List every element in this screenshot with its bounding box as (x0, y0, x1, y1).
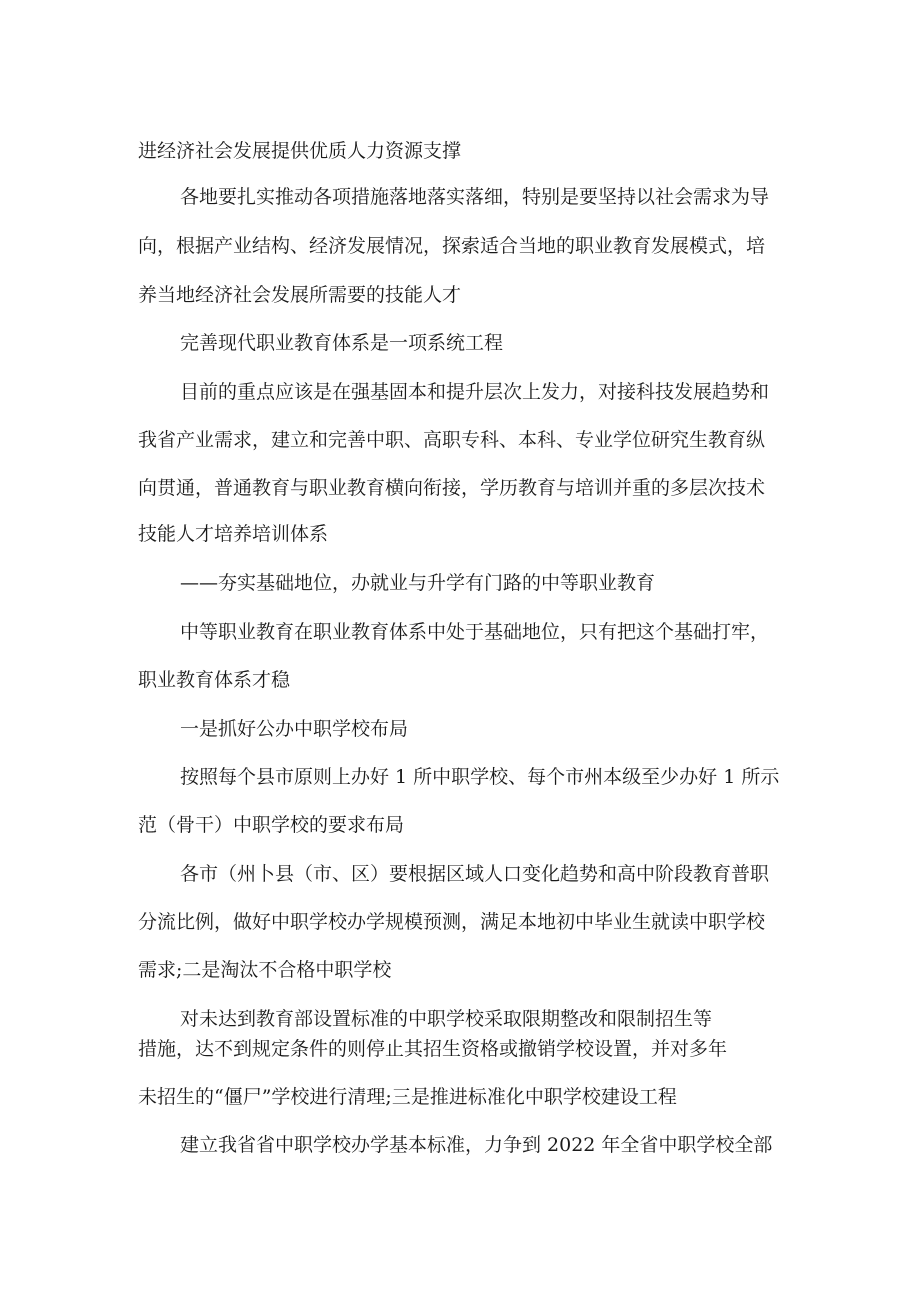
paragraph-line: 各市（州卜县（市、区）要根据区域人口变化趋势和高中阶段教育普职 (180, 863, 770, 885)
paragraph-line: 中等职业教育在职业教育体系中处于基础地位，只有把这个基础打牢， (180, 621, 770, 643)
paragraph-line: 按照每个县市原则上办好 1 所中职学校、每个市州本级至少办好 1 所示 (180, 766, 780, 788)
paragraph-line: 未招生的“僵尸”学校进行清理;三是推进标准化中职学校建设工程 (138, 1086, 677, 1108)
paragraph-line: 养当地经济社会发展所需要的技能人才 (138, 284, 462, 306)
paragraph-line: 我省产业需求，建立和完善中职、高职专科、本科、专业学位研究生教育纵 (138, 429, 766, 451)
paragraph-line: 一是抓好公办中职学校布局 (180, 718, 409, 740)
paragraph-line: 建立我省省中职学校办学基本标准，力争到 2022 年全省中职学校全部 (180, 1134, 773, 1156)
paragraph-line: 各地要扎实推动各项措施落地落实落细，特别是要坚持以社会需求为导 (180, 186, 770, 208)
paragraph-line: 进经济社会发展提供优质人力资源支撑 (138, 140, 462, 162)
paragraph-line: 对未达到教育部设置标准的中职学校采取限期整改和限制招生等 (180, 1008, 713, 1030)
paragraph-line: 完善现代职业教育体系是一项系统工程 (180, 332, 504, 354)
paragraph-line: 范（骨干）中职学校的要求布局 (138, 814, 405, 836)
paragraph-line: ——夯实基础地位，办就业与升学有门路的中等职业教育 (180, 572, 656, 594)
paragraph-line: 需求;二是淘汰不合格中职学校 (138, 959, 392, 981)
paragraph-line: 措施，达不到规定条件的则停止其招生资格或撤销学校设置，并对多年 (138, 1038, 728, 1060)
paragraph-line: 分流比例，做好中职学校办学规模预测，满足本地初中毕业生就读中职学校 (138, 911, 766, 933)
paragraph-line: 职业教育体系才稳 (138, 669, 291, 691)
paragraph-line: 技能人才培养培训体系 (138, 523, 329, 545)
paragraph-line: 目前的重点应该是在强基固本和提升层次上发力，对接科技发展趋势和 (180, 381, 770, 403)
paragraph-line: 向，根据产业结构、经济发展情况，探索适合当地的职业教育发展模式，培 (138, 235, 766, 257)
paragraph-line: 向贯通，普通教育与职业教育横向衔接，学历教育与培训并重的多层次技术 (138, 477, 766, 499)
